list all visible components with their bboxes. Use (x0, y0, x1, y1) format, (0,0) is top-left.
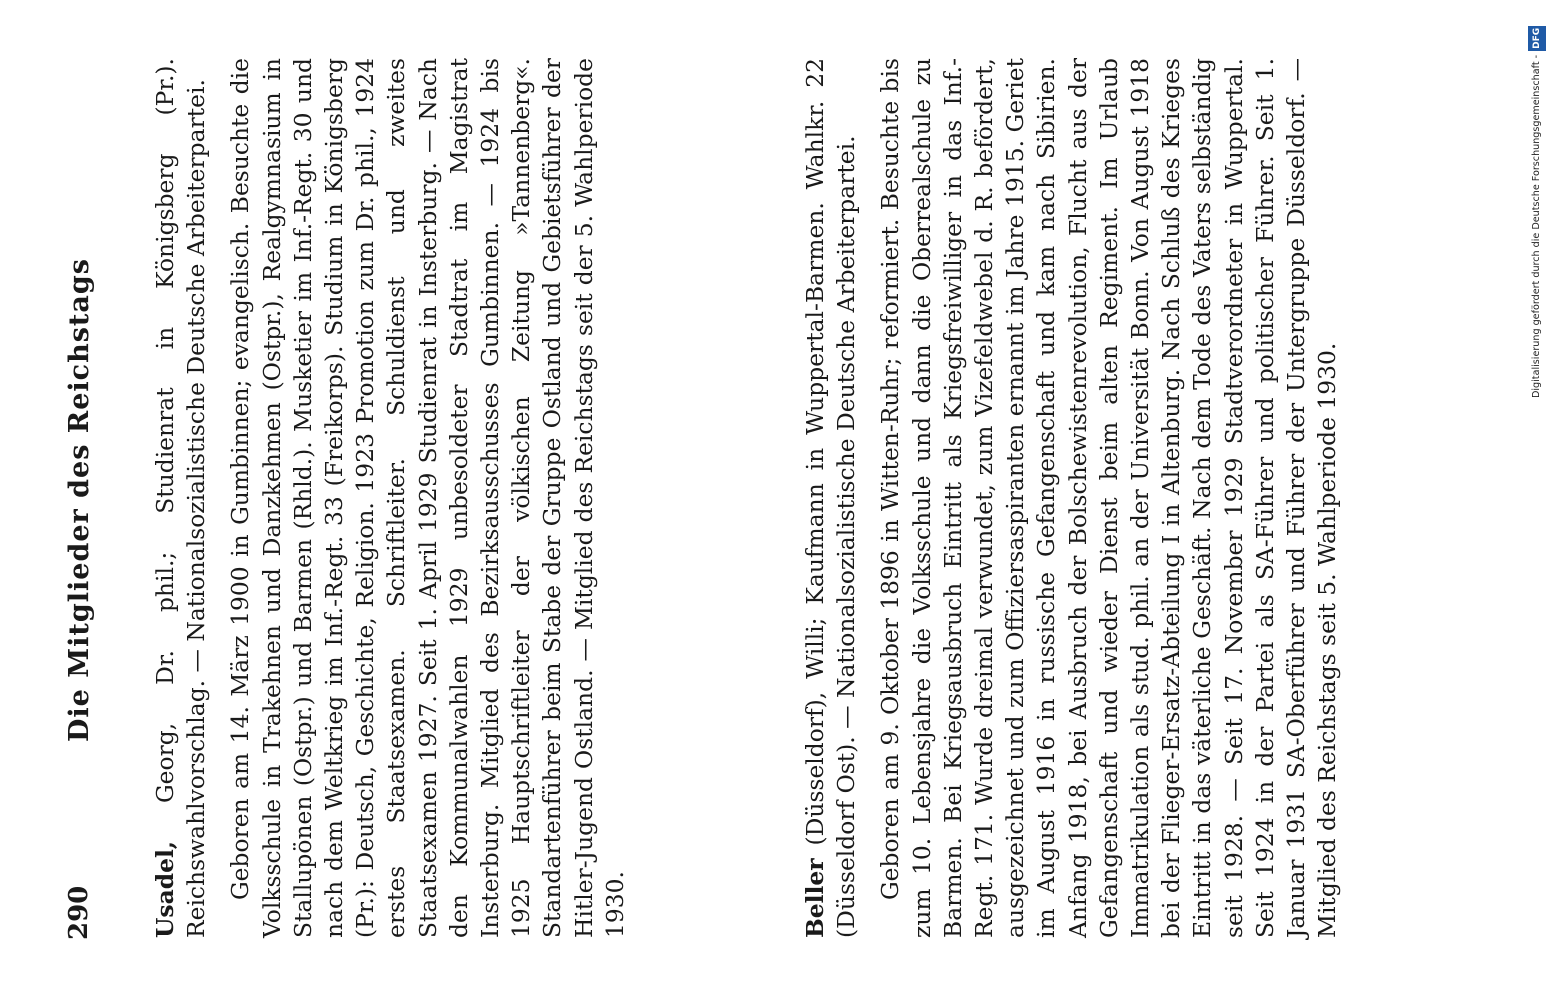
page-header (64, 60, 104, 940)
dfg-logo-icon: DFG (1528, 26, 1546, 51)
member-intro-text: (Düsseldorf), Willi; Kaufmann in Wuppertal-Barmen. Wahlkr. 22 (Düsseldorf Ost). — Nationalsozialistische Deutsche Arbeiterpartei. (801, 58, 861, 938)
running-title: Die Mitglieder des Reichstags (64, 258, 95, 742)
member-biography: Geboren am 14. März 1900 in Gumbinnen; evangelisch. Besuchte die Volksschule in Trakehnen und Danzkehmen (Ostpr.), Realgymnasium in Stallupönen (Ostpr.) und Barmen (Rhld.). Musketier im Inf.-Regt. 30 und nach dem Weltkrieg im Inf.-Regt. 33 (Freikorps). Studium in Königsberg (Pr.): Deutsch, Geschichte, Religion. 1923 Promotion zum Dr. phil., 1924 erstes Staatsexamen. Schriftleiter. Schuldienst und zweites Staatsexamen 1927. Seit 1. April 1929 Studienrat in Insterburg. — Nach den Kommunalwahlen 1929 unbesoldeter Stadtrat im Magistrat Insterburg. Mitglied des Bezirksausschusses Gumbinnen. — 1924 bis 1925 Hauptschriftleiter der völkischen Zeitung »Tannenberg«. Standartenführer beim Stabe der Gruppe Ostland und Gebietsführer der Hitler-Jugend Ostland. — Mitglied des Reichstags seit der 5. Wahlperiode 1930. (226, 58, 629, 938)
member-name: Beller (801, 858, 829, 938)
member-entry (150, 58, 631, 938)
member-biography: Geboren am 9. Oktober 1896 in Witten-Ruhr; reformiert. Besuchte bis zum 10. Lebensjahre die Volksschule und dann die Oberrealschule zu Barmen. Bei Kriegsausbruch Eintritt als Kriegsfreiwilliger in das Inf.-Regt. 171. Wurde dreimal verwundet, zum Vizefeldwebel d. R. befördert, ausgezeichnet und zum Offiziersaspiranten ernannt im Jahre 1915. Geriet im August 1916 in russische Gefangenschaft und kam nach Sibirien. Anfang 1918, bei Ausbruch der Bolschewistenrevolution, Flucht aus der Gefangenschaft und wieder Dienst beim alten Regiment. Im Urlaub Immatrikulation als stud. phil. an der Universität Bonn. Von August 1918 bei der Flieger-Ersatz-Abteilung I in Altenburg. Nach Schluß des Krieges Eintritt in das väterliche Geschäft. Nach dem Tode des Vaters selbständig seit 1928. — Seit 17. November 1929 Stadtverordneter in Wuppertal. Seit 1924 in der Partei als SA-Führer und politischer Führer. Seit 1. Januar 1931 SA-Oberführer und Führer der Untergruppe Düsseldorf. — Mitglied des Reichstags seit 5. Wahlperiode 1930. (876, 58, 1342, 938)
member-name: Usadel, (151, 841, 179, 938)
entry-intro (800, 58, 862, 938)
page-number: 290 (64, 885, 94, 940)
member-intro-text: Georg, Dr. phil.; Studienrat in Königsberg (Pr.). Reichswahlvorschlag. — Nationalsozialistische Deutsche Arbeiterpartei. (151, 58, 211, 938)
digitization-credit-text (1528, 8, 1546, 398)
digitization-credit (1528, 8, 1546, 398)
entry-intro (150, 58, 212, 938)
credit-text: Digitalisierung gefördert durch die Deutsche Forschungsgemeinschaft - (1531, 54, 1542, 398)
member-entry (800, 58, 1343, 938)
